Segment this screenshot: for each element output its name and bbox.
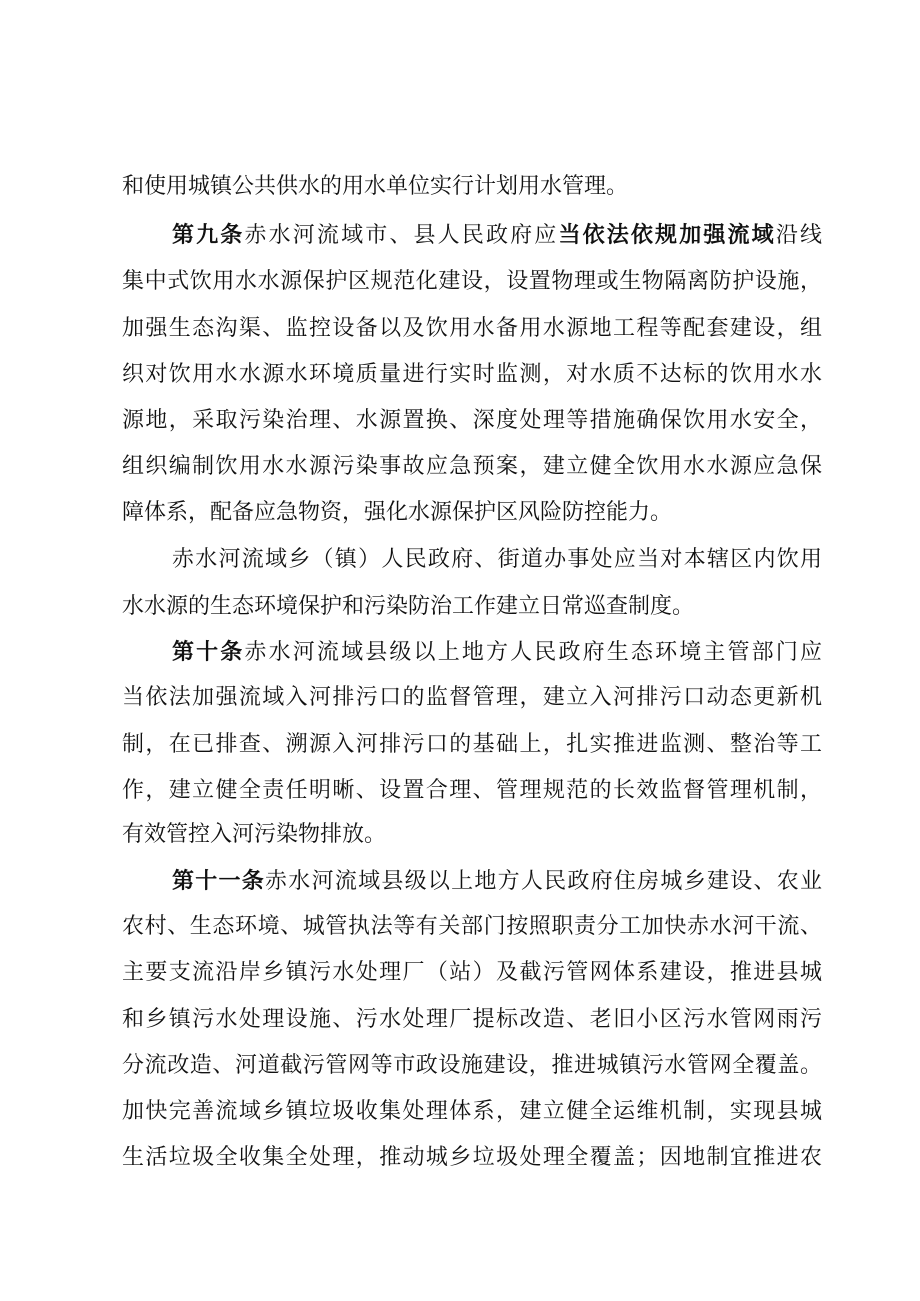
article-heading: 第十条 bbox=[172, 639, 245, 665]
text-run: 有效管控入河污染物排放。 bbox=[122, 822, 387, 847]
article-heading: 第十一条 bbox=[172, 868, 266, 894]
text-run: 水水源的生态环境保护和污染防治工作建立日常巡查制度。 bbox=[122, 594, 695, 619]
text-run: 赤水河流域县级以上地方人民政府生态环境主管部门应 bbox=[244, 640, 822, 665]
text-run: 当依法加强流域入河排污口的监督管理，建立入河排污口动态更新机 bbox=[122, 685, 822, 710]
paragraph-line bbox=[122, 958, 822, 988]
paragraph-line bbox=[122, 267, 822, 297]
paragraph-line bbox=[122, 1005, 822, 1035]
text-run: 赤水河流域乡（镇）人民政府、街道办事处应当对本辖区内饮用 bbox=[172, 547, 822, 572]
text-run: 加强生态沟渠、监控设备以及饮用水备用水源地工程等配套建设，组 bbox=[122, 316, 822, 341]
text-run: 生活垃圾全收集全处理，推动城乡垃圾处理全覆盖；因地制宜推进农 bbox=[122, 1145, 822, 1170]
text-run: 主要支流沿岸乡镇污水处理厂（站）及截污管网体系建设，推进县城 bbox=[122, 960, 822, 985]
text-run: 组织编制饮用水水源污染事故应急预案，建立健全饮用水水源应急保 bbox=[122, 454, 822, 479]
paragraph-line bbox=[122, 1097, 822, 1127]
paragraph-line bbox=[122, 776, 822, 806]
text-run: 农村、生态环境、城管执法等有关部门按照职责分工加快赤水河干流、 bbox=[122, 914, 822, 939]
paragraph-line bbox=[122, 1051, 822, 1081]
article-11-line bbox=[172, 866, 822, 896]
text-run: 源地，采取污染治理、水源置换、深度处理等措施确保饮用水安全， bbox=[122, 408, 822, 433]
paragraph-line bbox=[122, 1143, 822, 1173]
text-run: 赤水河流域县级以上地方人民政府住房城乡建设、农业 bbox=[265, 869, 822, 894]
paragraph-line bbox=[172, 545, 822, 575]
article-9-line bbox=[172, 220, 822, 250]
text-run: 集中式饮用水水源保护区规范化建设，设置物理或生物隔离防护设施， bbox=[122, 269, 822, 294]
paragraph-line bbox=[122, 406, 822, 436]
paragraph-line bbox=[122, 452, 822, 482]
text-run: 织对饮用水水源水环境质量进行实时监测，对水质不达标的饮用水水 bbox=[122, 362, 822, 387]
paragraph-line bbox=[122, 912, 822, 942]
text-run: 分流改造、河道截污管网等市政设施建设，推进城镇污水管网全覆盖。 bbox=[122, 1053, 822, 1078]
text-run: 制，在已排查、溯源入河排污口的基础上，扎实推进监测、整治等工 bbox=[122, 732, 822, 757]
paragraph-line bbox=[122, 172, 822, 202]
paragraph-line bbox=[122, 683, 822, 713]
text-run: 和乡镇污水处理设施、污水处理厂提标改造、老旧小区污水管网雨污 bbox=[122, 1007, 822, 1032]
paragraph-line bbox=[122, 730, 822, 760]
paragraph-line bbox=[122, 498, 822, 528]
paragraph-line bbox=[122, 592, 822, 622]
text-run: 障体系，配备应急物资，强化水源保护区风险防控能力。 bbox=[122, 500, 673, 525]
text-run: 沿线 bbox=[775, 223, 822, 248]
text-run: 作，建立健全责任明晰、设置合理、管理规范的长效监督管理机制， bbox=[122, 778, 822, 803]
text-run: 和使用城镇公共供水的用水单位实行计划用水管理。 bbox=[122, 174, 629, 199]
article-heading: 第九条 bbox=[172, 222, 245, 248]
paragraph-line bbox=[122, 314, 822, 344]
bold-text-run: 当依法依规加强流域 bbox=[558, 222, 776, 248]
text-run: 加快完善流域乡镇垃圾收集处理体系，建立健全运维机制，实现县城 bbox=[122, 1099, 822, 1124]
article-10-line bbox=[172, 637, 822, 667]
paragraph-line bbox=[122, 360, 822, 390]
text-run: 赤水河流域市、县人民政府应 bbox=[244, 223, 559, 248]
paragraph-line bbox=[122, 820, 822, 850]
